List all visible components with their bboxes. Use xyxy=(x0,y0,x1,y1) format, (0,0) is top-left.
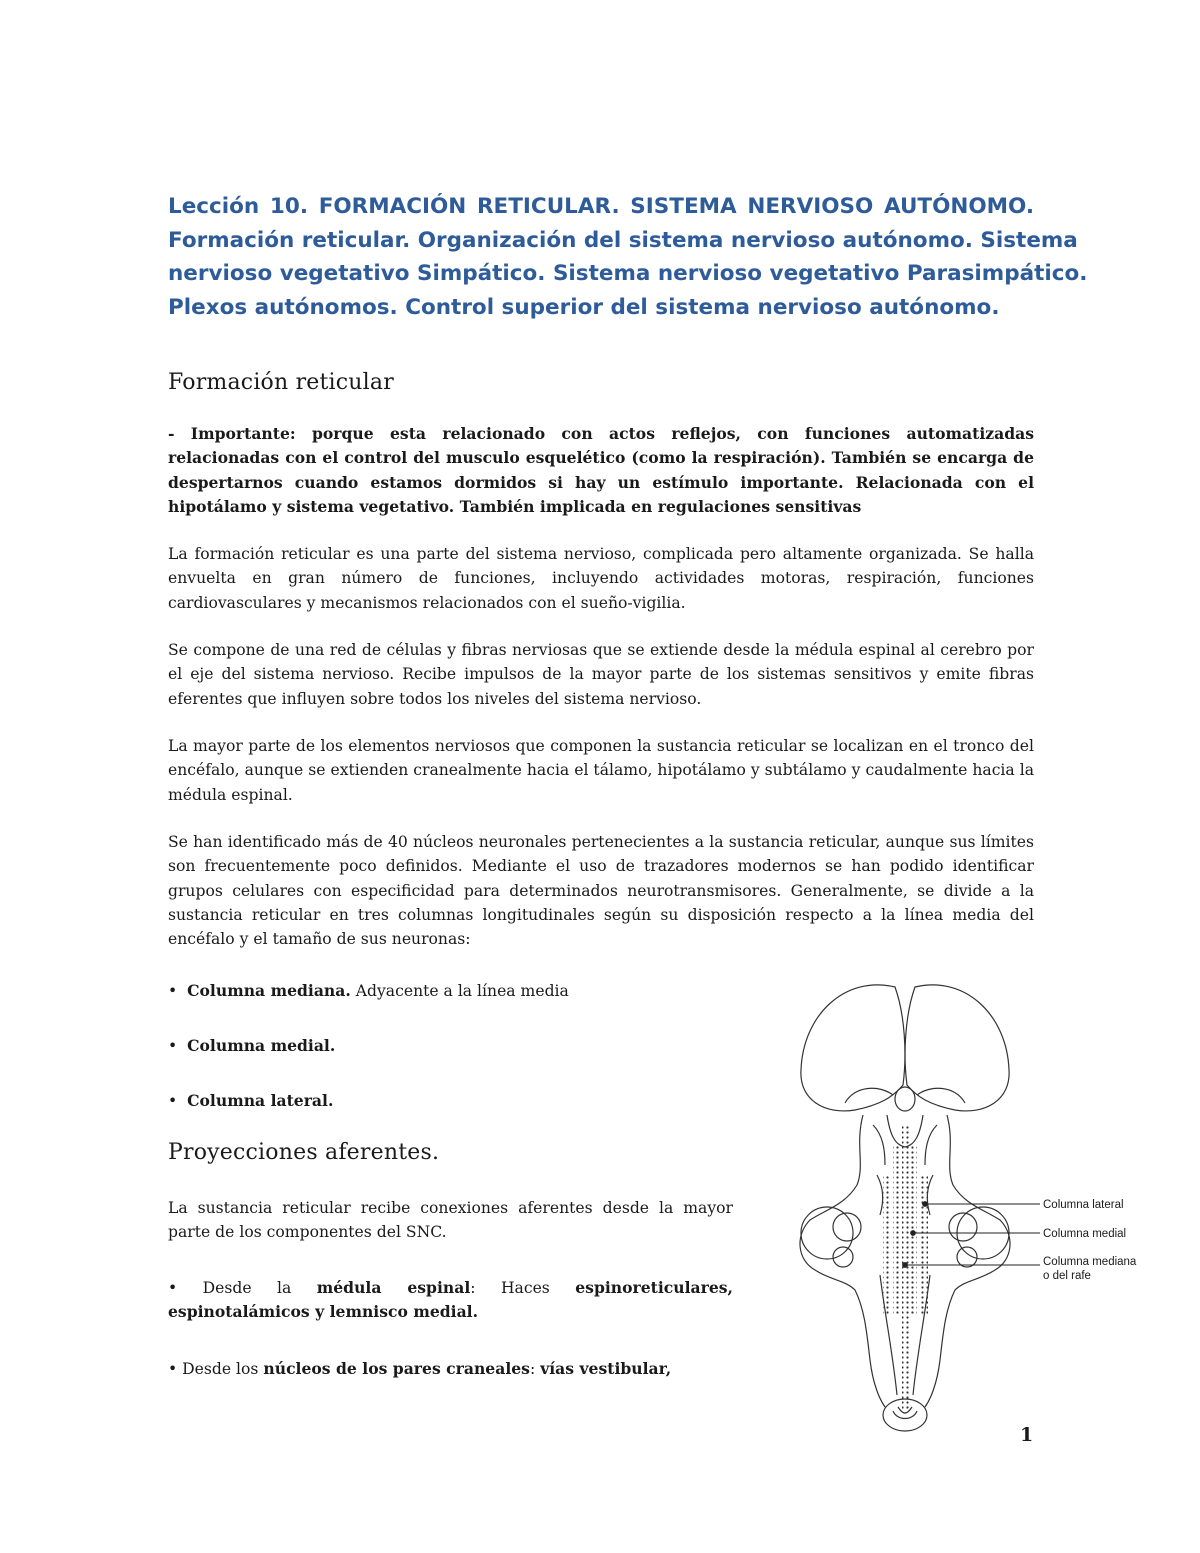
section-heading-proyecciones-aferentes: Proyecciones aferentes. xyxy=(168,1140,440,1165)
title-line-2: Formación reticular. Organización del sistema nervioso autónomo. Sistema xyxy=(168,227,1078,253)
bullet-pares-craneales xyxy=(168,1357,733,1381)
paragraph-4: Se han identificado más de 40 núcleos neuronales pertenecientes a la sustancia reticular, aunque sus límites son frecuentemente poco definidos. Mediante el uso de trazadores modernos se han podido identificar grupos celulares con especificidad para determinados neurotransmisores. Generalmente, se divide a la sustancia reticular en tres columnas longitudinales según su disposición respecto a la línea media del encéfalo y el tamaño de sus neuronas: xyxy=(168,833,1034,949)
brainstem-reticular-columns-figure xyxy=(785,975,1165,1440)
bullet-columna-mediana: • Columna mediana. Adyacente a la línea media xyxy=(168,981,569,1000)
bullet-medula-prefix: • Desde la xyxy=(168,1279,317,1297)
bullet-medula-bold-2: espinoreticulares, espinotalámicos y lemnisco medial. xyxy=(168,1278,733,1322)
label-columna-mediana: Columna mediana xyxy=(1043,1256,1137,1268)
bullet-pares-prefix: • Desde los xyxy=(168,1360,264,1378)
lesson-title xyxy=(168,190,1088,324)
bullet-pares-bold-1: núcleos de los pares craneales xyxy=(263,1359,530,1378)
bullet-columna-medial-bold: Columna medial. xyxy=(187,1036,336,1055)
bullet-columna-medial: • Columna medial. xyxy=(168,1036,336,1055)
bullet-columna-mediana-bold: Columna mediana. xyxy=(187,981,351,1000)
title-line-3: nervioso vegetativo Simpático. Sistema nervioso vegetativo Parasimpático. xyxy=(168,261,1088,286)
bullet-medula-bold-1: médula espinal xyxy=(316,1278,471,1297)
label-columna-medial: Columna medial xyxy=(1043,1228,1127,1240)
bullet-pares-bold-2: vías vestibular, xyxy=(540,1359,672,1378)
aferentes-paragraph: La sustancia reticular recibe conexiones aferentes desde la mayor parte de los componentes del SNC. xyxy=(168,1199,733,1242)
paragraph-2: Se compone de una red de células y fibras nerviosas que se extiende desde la médula espinal al cerebro por el eje del sistema nervioso. Recibe impulsos de la mayor parte de los sistemas sensitivos y emite fibras eferentes que influyen sobre todos los niveles del sistema nervioso. xyxy=(168,641,1034,708)
paragraph-3: La mayor parte de los elementos nerviosos que componen la sustancia reticular se localizan en el tronco del encéfalo, aunque se extienden cranealmente hacia el tálamo, hipotálamo y subtálamo y caudalmente hacia la médula espinal. xyxy=(168,737,1034,804)
bullet-columna-lateral: • Columna lateral. xyxy=(168,1091,334,1110)
bullet-pares-mid: : xyxy=(529,1360,541,1378)
bullet-columna-lateral-bold: Columna lateral. xyxy=(187,1091,334,1110)
bullet-medula-espinal xyxy=(168,1276,733,1325)
page-number: 1 xyxy=(1020,1424,1034,1446)
section-heading-formacion-reticular: Formación reticular xyxy=(168,370,394,395)
bullet-columna-mediana-text: Adyacente a la línea media xyxy=(350,982,569,1000)
bullet-medula-mid: : Haces xyxy=(470,1279,576,1297)
important-paragraph: - Importante: porque esta relacionado con actos reflejos, con funciones automatizadas relacionadas con el control del musculo esquelético (como la respiración). También se encarga de despertarnos cuando estamos dormidos si hay un estímulo importante. Relacionada con el hipotálamo y sistema vegetativo. También implicada en regulaciones sensitivas xyxy=(168,424,1034,516)
title-line-4: Plexos autónomos. Control superior del sistema nervioso autónomo. xyxy=(168,294,1000,320)
label-del-rafe: o del rafe xyxy=(1043,1270,1091,1282)
paragraph-1: La formación reticular es una parte del sistema nervioso, complicada pero altamente organizada. Se halla envuelta en gran número de funciones, incluyendo actividades motoras, respiración, funciones cardiovasculares y mecanismos relacionados con el sueño-vigilia. xyxy=(168,545,1034,612)
label-columna-lateral: Columna lateral xyxy=(1043,1199,1124,1211)
title-line-1: Lección 10. FORMACIÓN RETICULAR. SISTEMA NERVIOSO AUTÓNOMO. xyxy=(168,194,1034,219)
